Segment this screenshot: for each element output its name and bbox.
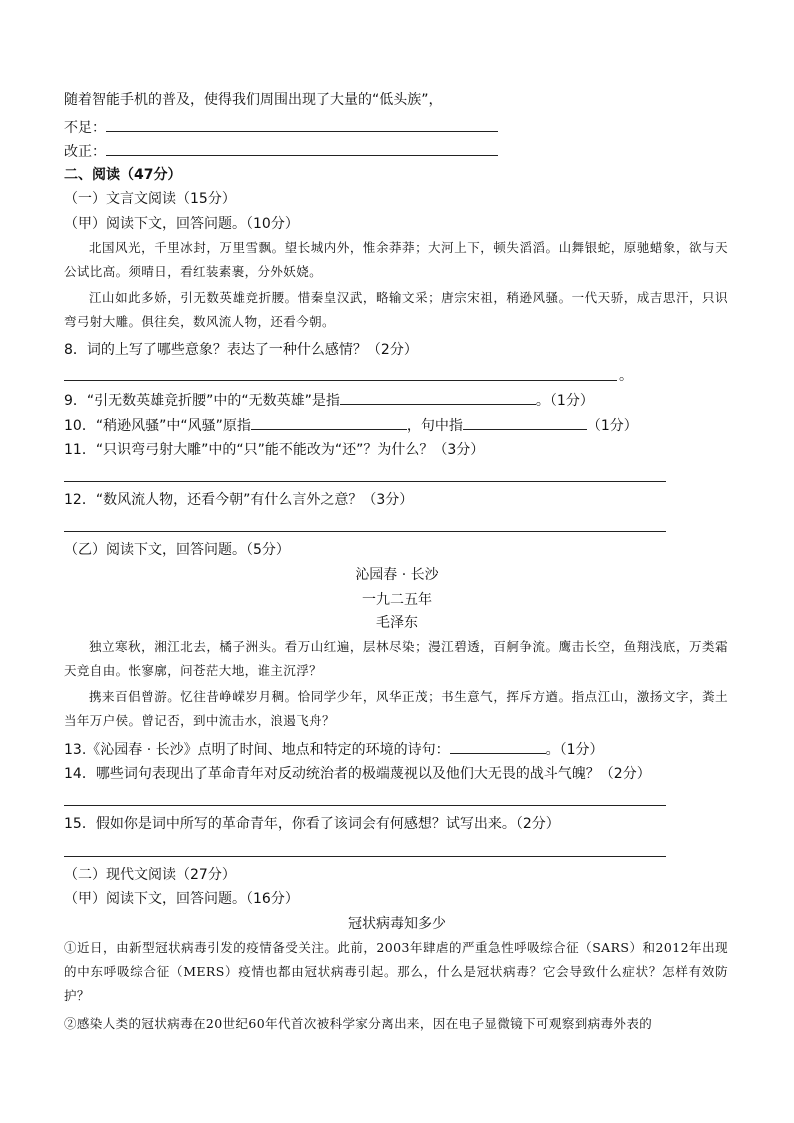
section-title: 二、阅读（47分） — [64, 167, 182, 183]
q13-points: 。（1分） — [545, 742, 604, 758]
q9-points: 。（1分） — [535, 393, 594, 409]
fault-label: 不足： — [64, 120, 106, 136]
q12-answer-blank[interactable] — [64, 531, 666, 532]
fix-answer-blank[interactable] — [106, 142, 498, 156]
poem2-paragraph-2: 携来百侣曾游。忆往昔峥嵘岁月稠。恰同学少年，风华正茂；书生意气，挥斥方遒。指点江山，激扬文字，粪土当年万户侯。曾记否，到中流击水，浪遏飞舟？ — [64, 689, 728, 728]
jia2-heading: （甲）阅读下文，回答问题。（16分） — [64, 891, 299, 907]
article-paragraph-1: ①近日，由新型冠状病毒引发的疫情备受关注。此前，2003年肆虐的严重急性呼吸综合征（SARS）和2012年出现的中东呼吸综合征（MERS）疫情也都由冠状病毒引起。那么，什么是冠状病毒？它会导致什么症状？怎样有效防护？ — [64, 940, 728, 1003]
q11-answer-blank[interactable] — [64, 481, 666, 482]
fault-line — [64, 118, 498, 137]
part1-heading: （一）文言文阅读（15分） — [64, 191, 236, 207]
question-8: 8．词的上写了哪些意象？表达了一种什么感情？（2分） — [64, 342, 418, 358]
article-paragraph-2: ②感染人类的冠状病毒在20世纪60年代首次被科学家分离出来，因在电子显微镜下可观察到病毒外表的 — [64, 1016, 653, 1031]
question-15: 15．假如你是词中所写的革命青年，你看了该词会有何感想？试写出来。（2分） — [64, 816, 560, 832]
question-13 — [64, 740, 604, 759]
q13-answer-blank[interactable] — [450, 740, 546, 754]
q14-answer-blank[interactable] — [64, 805, 666, 806]
question-9 — [64, 391, 594, 410]
q10-mid: ，句中指 — [406, 418, 463, 434]
article-title: 冠状病毒知多少 — [348, 916, 446, 932]
q10-text: 10．“稍逊风骚”中“风骚”原指 — [64, 418, 251, 434]
q8-period: 。 — [619, 368, 633, 384]
fix-line — [64, 142, 498, 161]
question-14: 14．哪些词句表现出了革命青年对反动统治者的极端蔑视以及他们大无畏的战斗气魄？（2分） — [64, 766, 651, 782]
q9-answer-blank[interactable] — [340, 391, 536, 405]
intro-sentence: 随着智能手机的普及，使得我们周围出现了大量的“低头族”， — [64, 92, 443, 108]
poem1-paragraph-2: 江山如此多娇，引无数英雄竞折腰。惜秦皇汉武，略输文采；唐宗宋祖，稍逊风骚。一代天骄，成吉思汗，只识弯弓射大雕。俱往矣，数风流人物，还看今朝。 — [64, 290, 728, 329]
poem2-paragraph-1: 独立寒秋，湘江北去，橘子洲头。看万山红遍，层林尽染；漫江碧透，百舸争流。鹰击长空，鱼翔浅底，万类霜天竞自由。怅寥廓，问苍茫大地，谁主沉浮？ — [64, 639, 728, 678]
q13-text: 13.《沁园春 · 长沙》点明了时间、地点和特定的环境的诗句： — [64, 742, 450, 758]
q10-answer-blank-2[interactable] — [463, 416, 587, 430]
poem2-author: 毛泽东 — [376, 615, 418, 631]
q15-answer-blank[interactable] — [64, 856, 666, 857]
poem1-paragraph-1: 北国风光，千里冰封，万里雪飘。望长城内外，惟余莽莽；大河上下，顿失滔滔。山舞银蛇，原驰蜡象，欲与天公试比高。须晴日，看红装素裹，分外妖娆。 — [64, 240, 728, 279]
jia-heading: （甲）阅读下文，回答问题。（10分） — [64, 216, 299, 232]
poem2-year: 一九二五年 — [362, 592, 432, 608]
question-12: 12．“数风流人物，还看今朝”有什么言外之意？（3分） — [64, 492, 414, 508]
q9-text: 9．“引无数英雄竞折腰”中的“无数英雄”是指 — [64, 393, 340, 409]
part2-heading: （二）现代文阅读（27分） — [64, 867, 236, 883]
fault-answer-blank[interactable] — [106, 118, 498, 132]
fix-label: 改正： — [64, 144, 106, 160]
question-11: 11．“只识弯弓射大雕”中的“只”能不能改为“还”？为什么？（3分） — [64, 442, 485, 458]
q10-answer-blank-1[interactable] — [251, 416, 407, 430]
question-10 — [64, 416, 638, 435]
q8-answer-blank[interactable] — [64, 380, 617, 381]
q10-points: （1分） — [586, 418, 638, 434]
poem2-title: 沁园春 · 长沙 — [355, 567, 439, 583]
yi-heading: （乙）阅读下文，回答问题。（5分） — [64, 542, 290, 558]
